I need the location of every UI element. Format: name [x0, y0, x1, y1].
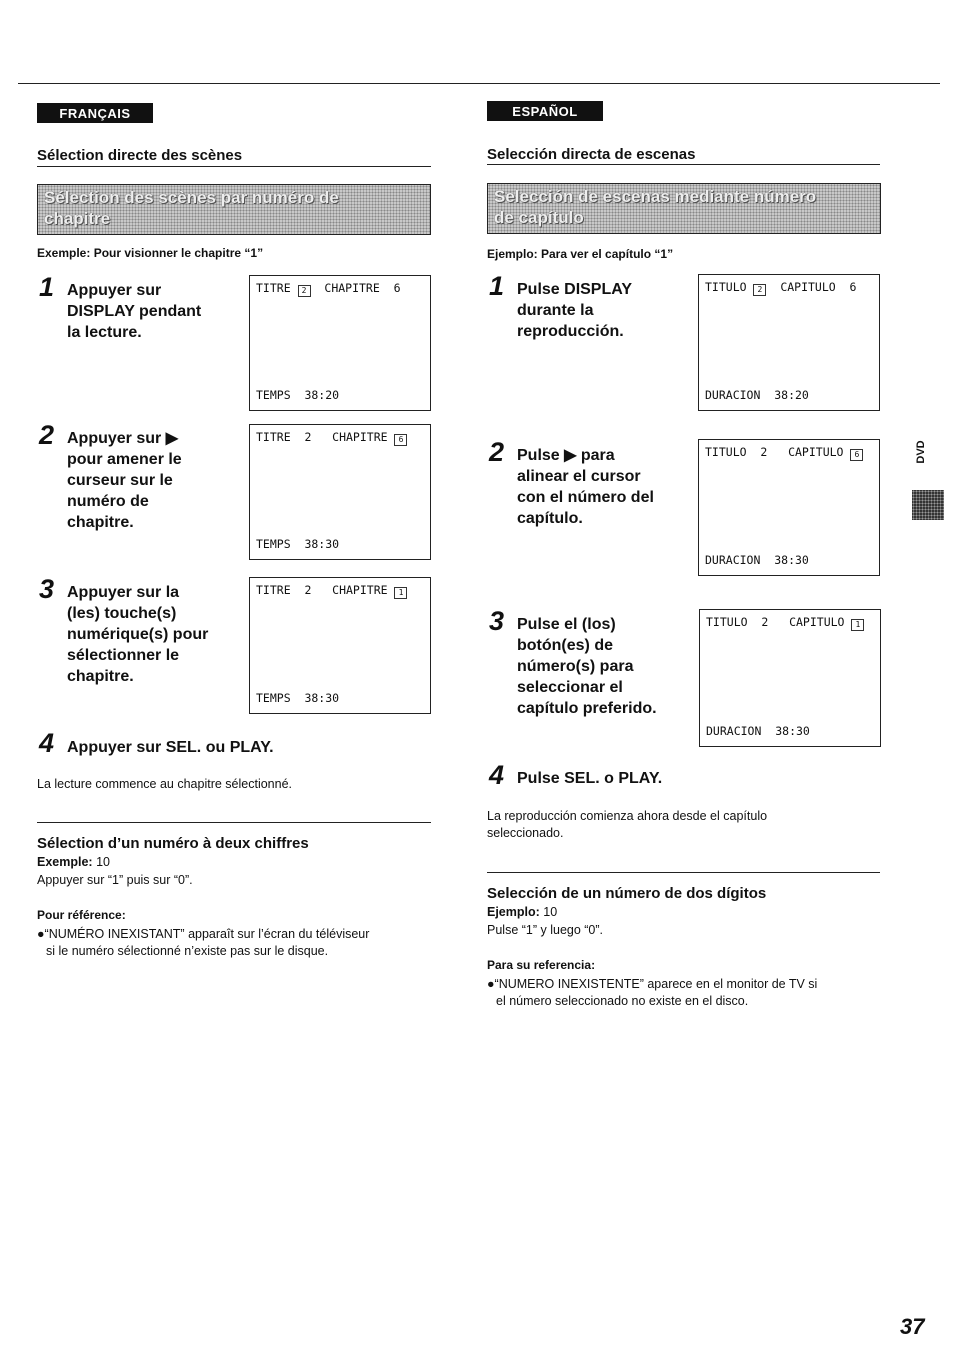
- reference-line1-fr: ●“NUMÉRO INEXISTANT” apparaît sur l’écran du téléviseur: [37, 927, 370, 941]
- banner-es: [487, 183, 881, 234]
- divider-fr: [37, 822, 431, 823]
- step-line: numérique(s) pour: [67, 626, 209, 643]
- step-line: Pulse ▶ para: [517, 447, 615, 464]
- chapter-box-icon: 6: [850, 449, 863, 461]
- step-number-fr-4: 4: [39, 728, 55, 758]
- tv-screen-fr-1: [249, 275, 431, 411]
- chapter-box-icon: 2: [753, 284, 766, 296]
- result-line1-es: La reproducción comienza ahora desde el capítulo: [487, 809, 768, 823]
- page-number: 37: [900, 1314, 925, 1339]
- section-underline-fr: [37, 166, 431, 167]
- banner-line1-fr: Sélection des scènes par numéro de: [44, 188, 339, 207]
- screen-top-line: TITULO 2 CAPITULO 6: [705, 280, 857, 294]
- screen-top-line: TITULO 2 CAPITULO 1: [706, 615, 864, 631]
- step-number-es-4: 4: [489, 760, 505, 790]
- step-line: numéro de: [67, 493, 149, 510]
- banner-line2-fr: chapitre: [44, 209, 111, 228]
- reference-title-fr: Pour référence:: [37, 908, 126, 922]
- screen-bottom-line: TEMPS 38:30: [256, 537, 340, 551]
- tv-screen-fr-2: [249, 424, 431, 560]
- step-line: con el número del: [517, 489, 654, 506]
- banner-fr: [37, 184, 431, 235]
- step-line: Pulse DISPLAY: [517, 281, 633, 298]
- result-text-fr: La lecture commence au chapitre sélectionné.: [37, 777, 293, 791]
- screen-bottom-line: DURACION 38:30: [705, 553, 809, 567]
- step-number-es-3: 3: [489, 606, 505, 636]
- step-line: seleccionar el: [517, 679, 623, 696]
- screen-top-line: TITRE 2 CHAPITRE 1: [256, 583, 407, 599]
- example-label: Ejemplo:: [487, 905, 540, 919]
- side-tab-dvd: DVD: [915, 440, 927, 464]
- divider-es: [487, 872, 880, 873]
- two-digit-title-es: Selección de un número de dos dígitos: [487, 885, 767, 902]
- step-text-es-2: [517, 445, 654, 529]
- step-text-fr-3: [67, 582, 208, 687]
- screen-bottom-line: DURACION 38:30: [706, 724, 810, 738]
- step-line: número(s) para: [517, 658, 634, 675]
- step-text-fr-4: Appuyer sur SEL. ou PLAY.: [67, 739, 274, 756]
- step-text-es-3: [517, 614, 657, 719]
- step-line: botón(es) de: [517, 637, 613, 654]
- example-fr: Exemple: Pour visionner le chapitre “1”: [37, 246, 264, 260]
- step-line: durante la: [517, 302, 594, 319]
- lang-label-es: ESPAÑOL: [487, 101, 603, 121]
- step-number-fr-1: 1: [39, 272, 55, 302]
- example-label: Exemple:: [37, 855, 93, 869]
- reference-line1-es: ●“NUMERO INEXISTENTE” aparece en el monitor de TV si: [487, 977, 818, 991]
- reference-line2-es: el número seleccionado no existe en el disco.: [496, 994, 749, 1008]
- screen-top-line: TITRE 2 CHAPITRE 6: [256, 281, 401, 295]
- side-tab-block: [912, 490, 944, 520]
- step-line: chapitre.: [67, 514, 134, 531]
- step-number-fr-2: 2: [39, 420, 55, 450]
- screen-top-line: TITULO 2 CAPITULO 6: [705, 445, 863, 461]
- step-line: reproducción.: [517, 323, 624, 340]
- step-number-es-2: 2: [489, 437, 505, 467]
- step-line: Appuyer sur la: [67, 584, 180, 601]
- screen-bottom-line: DURACION 38:20: [705, 388, 809, 402]
- step-line: Appuyer sur: [67, 282, 162, 299]
- tv-screen-es-2: [698, 439, 880, 576]
- two-digit-title-fr: Sélection d’un numéro à deux chiffres: [37, 835, 309, 852]
- section-underline-es: [487, 164, 880, 165]
- two-digit-instruction-es: Pulse “1” y luego “0”.: [487, 923, 604, 937]
- step-number-fr-3: 3: [39, 574, 55, 604]
- step-line: chapitre.: [67, 668, 134, 685]
- lang-label-fr: FRANÇAIS: [37, 103, 153, 123]
- example-value: 10: [543, 905, 558, 919]
- step-line: DISPLAY pendant: [67, 303, 202, 320]
- top-rule: [18, 83, 940, 84]
- example-es: Ejemplo: Para ver el capítulo “1”: [487, 247, 674, 261]
- step-line: alinear el cursor: [517, 468, 641, 485]
- step-line: Pulse el (los): [517, 616, 616, 633]
- step-line: curseur sur le: [67, 472, 173, 489]
- step-text-es-4: Pulse SEL. o PLAY.: [517, 770, 663, 787]
- banner-line2-es: de capítulo: [494, 208, 584, 227]
- section-title-es: Selección directa de escenas: [487, 146, 696, 163]
- chapter-box-icon: 1: [394, 587, 407, 599]
- step-line: pour amener le: [67, 451, 182, 468]
- two-digit-instruction-fr: Appuyer sur “1” puis sur “0”.: [37, 873, 193, 887]
- tv-screen-es-3: [699, 609, 881, 747]
- chapter-box-icon: 1: [851, 619, 864, 631]
- banner-line1-es: Selección de escenas mediante número: [494, 187, 817, 206]
- chapter-box-icon: 6: [394, 434, 407, 446]
- two-digit-example-fr: [37, 855, 110, 869]
- step-text-fr-2: [67, 428, 182, 533]
- chapter-box-icon: 2: [298, 285, 311, 297]
- tv-screen-es-1: [698, 274, 880, 411]
- result-line2-es: seleccionado.: [487, 826, 564, 840]
- step-line: Appuyer sur ▶: [67, 430, 178, 447]
- section-title-fr: Sélection directe des scènes: [37, 147, 243, 164]
- step-line: la lecture.: [67, 324, 142, 341]
- screen-bottom-line: TEMPS 38:20: [256, 388, 340, 402]
- step-line: capítulo.: [517, 510, 583, 527]
- reference-line2-fr: si le numéro sélectionné n’existe pas sur le disque.: [46, 944, 329, 958]
- screen-top-line: TITRE 2 CHAPITRE 6: [256, 430, 407, 446]
- step-text-fr-1: [67, 280, 201, 343]
- screen-bottom-line: TEMPS 38:30: [256, 691, 340, 705]
- tv-screen-fr-3: [249, 577, 431, 714]
- step-line: (les) touche(s): [67, 605, 177, 622]
- step-text-es-1: [517, 279, 632, 342]
- step-number-es-1: 1: [489, 271, 505, 301]
- step-line: capítulo preferido.: [517, 700, 657, 717]
- two-digit-example-es: [487, 905, 557, 919]
- reference-title-es: Para su referencia:: [487, 958, 596, 972]
- step-line: sélectionner le: [67, 647, 180, 664]
- example-value: 10: [96, 855, 110, 869]
